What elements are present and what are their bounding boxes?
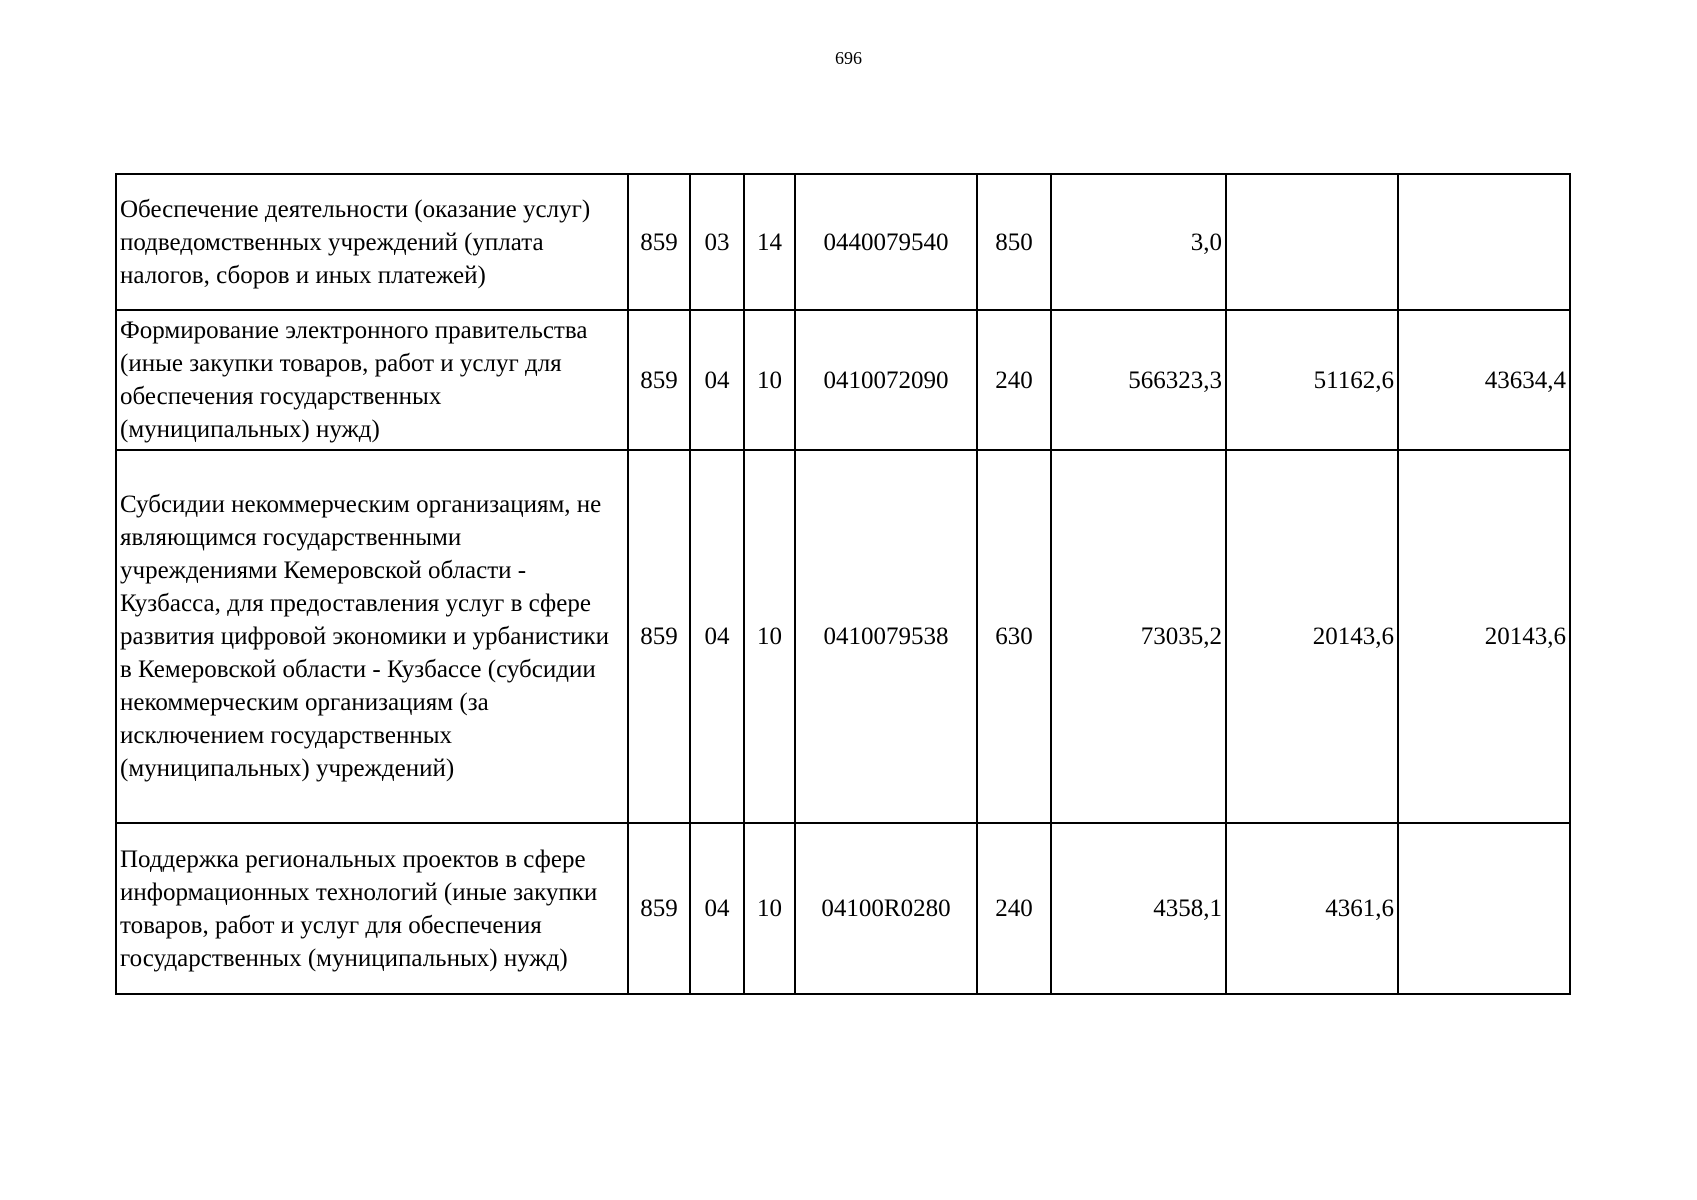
table-row bbox=[116, 310, 1570, 450]
amount-3 bbox=[1398, 174, 1570, 310]
amount-2: 4361,6 bbox=[1226, 823, 1398, 994]
ministry-code: 859 bbox=[628, 823, 690, 994]
subsection-code: 10 bbox=[744, 450, 795, 823]
amount-3: 43634,4 bbox=[1398, 310, 1570, 450]
expense-type-code: 630 bbox=[977, 450, 1051, 823]
amount-2: 51162,6 bbox=[1226, 310, 1398, 450]
expense-type-code: 240 bbox=[977, 310, 1051, 450]
row-description: Формирование электронного правительства (иные закупки товаров, работ и услуг для обеспечения государственных (муниципальных) нужд) bbox=[116, 310, 628, 450]
amount-3 bbox=[1398, 823, 1570, 994]
amount-1: 73035,2 bbox=[1051, 450, 1226, 823]
section-code: 03 bbox=[690, 174, 744, 310]
target-article-code: 0440079540 bbox=[795, 174, 977, 310]
amount-1: 566323,3 bbox=[1051, 310, 1226, 450]
section-code: 04 bbox=[690, 450, 744, 823]
amount-2 bbox=[1226, 174, 1398, 310]
target-article-code: 0410072090 bbox=[795, 310, 977, 450]
ministry-code: 859 bbox=[628, 174, 690, 310]
ministry-code: 859 bbox=[628, 450, 690, 823]
row-description: Субсидии некоммерческим организациям, не являющимся государственными учреждениями Кемеровской области - Кузбасса, для предоставления услуг в сфере развития цифровой экономики и урбанистики в Кемеровской области - Кузбассе (субсидии некоммерческим организациям (за исключением государственных (муниципальных) учреждений) bbox=[116, 450, 628, 823]
expense-type-code: 850 bbox=[977, 174, 1051, 310]
page-number: 696 bbox=[835, 48, 862, 68]
budget-table bbox=[115, 173, 1571, 995]
amount-1: 3,0 bbox=[1051, 174, 1226, 310]
target-article-code: 04100R0280 bbox=[795, 823, 977, 994]
section-code: 04 bbox=[690, 823, 744, 994]
table-row bbox=[116, 450, 1570, 823]
section-code: 04 bbox=[690, 310, 744, 450]
subsection-code: 14 bbox=[744, 174, 795, 310]
ministry-code: 859 bbox=[628, 310, 690, 450]
row-description: Обеспечение деятельности (оказание услуг) подведомственных учреждений (уплата налогов, сборов и иных платежей) bbox=[116, 174, 628, 310]
subsection-code: 10 bbox=[744, 823, 795, 994]
table-row bbox=[116, 823, 1570, 994]
row-description: Поддержка региональных проектов в сфере информационных технологий (иные закупки товаров, работ и услуг для обеспечения государственных (муниципальных) нужд) bbox=[116, 823, 628, 994]
expense-type-code: 240 bbox=[977, 823, 1051, 994]
amount-3: 20143,6 bbox=[1398, 450, 1570, 823]
table-row bbox=[116, 174, 1570, 310]
target-article-code: 0410079538 bbox=[795, 450, 977, 823]
subsection-code: 10 bbox=[744, 310, 795, 450]
amount-2: 20143,6 bbox=[1226, 450, 1398, 823]
amount-1: 4358,1 bbox=[1051, 823, 1226, 994]
